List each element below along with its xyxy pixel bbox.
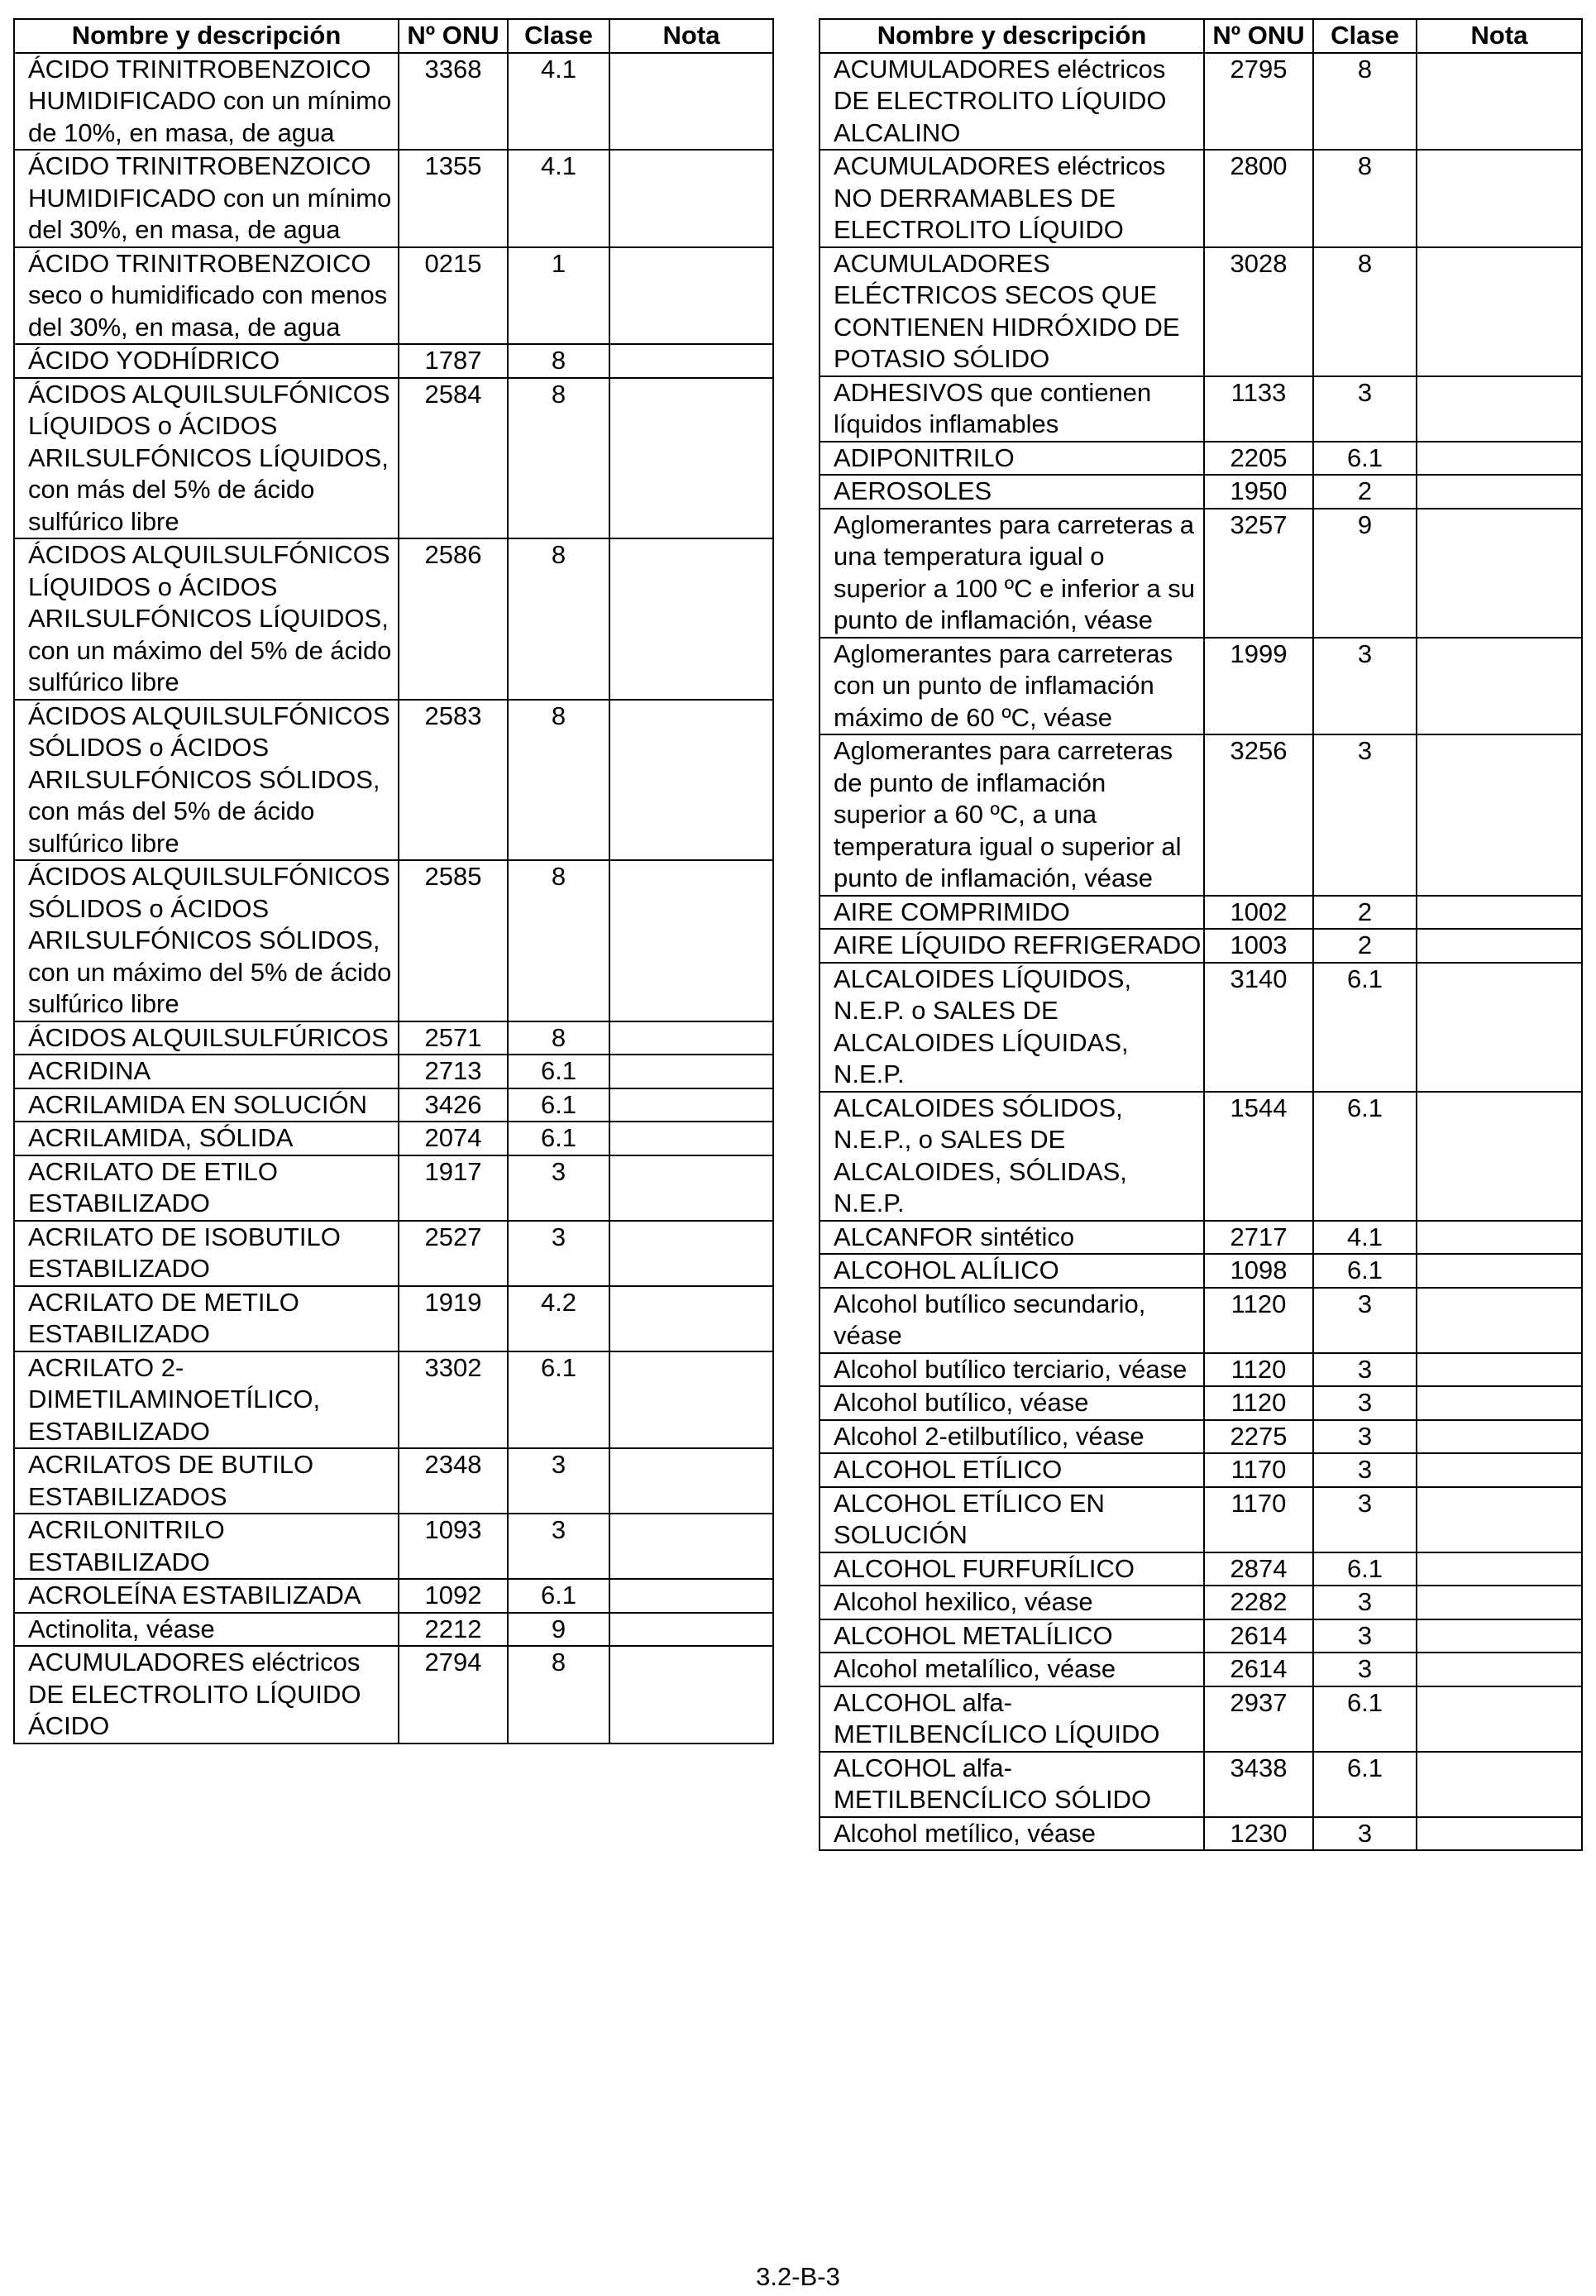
table-row [820,1552,1582,1586]
note-cell [1417,150,1582,247]
table-row [820,509,1582,638]
substance-name: ALCOHOL alfa-METILBENCÍLICO SÓLIDO [820,1752,1204,1817]
onu-number: 1919 [399,1286,508,1351]
table-row [820,150,1582,247]
table-row [14,538,773,700]
onu-number: 2585 [399,860,508,1021]
hazard-class: 3 [1313,1619,1417,1653]
hazard-class: 8 [1313,150,1417,247]
note-cell [1417,376,1582,442]
hazard-class: 4.1 [508,53,609,151]
onu-number: 3438 [1204,1752,1313,1817]
onu-number: 2583 [399,700,508,861]
onu-number: 2275 [1204,1420,1313,1454]
onu-number: 2571 [399,1021,508,1055]
note-cell [609,1613,773,1647]
substance-name: Aglomerantes para carreteras de punto de inflamación superior a 60 ºC, a una temperatura igual o superior al punto de inflamación, véase [820,734,1204,896]
note-cell [609,247,773,345]
table-row [14,1286,773,1351]
hazard-class: 4.1 [508,150,609,247]
table-row [820,929,1582,963]
note-cell [609,1122,773,1155]
note-cell [1417,509,1582,638]
header-class: Clase [1313,19,1417,53]
substance-name: ADIPONITRILO [820,442,1204,476]
note-cell [1417,475,1582,509]
substance-name: Aglomerantes para carreteras a una temperatura igual o superior a 100 ºC e inferior a su punto de inflamación, véase [820,509,1204,638]
substance-name: ALCOHOL METALÍLICO [820,1619,1204,1653]
table-row [14,344,773,378]
note-cell [609,1351,773,1449]
left-dangerous-goods-table [13,18,774,1744]
hazard-class: 6.1 [1313,963,1417,1092]
hazard-class: 3 [1313,1386,1417,1420]
substance-name: ÁCIDOS ALQUILSULFÓNICOS LÍQUIDOS o ÁCIDOS ARILSULFÓNICOS LÍQUIDOS, con un máximo del 5% de ácido sulfúrico libre [14,538,399,700]
note-cell [609,1579,773,1613]
onu-number: 2282 [1204,1586,1313,1619]
substance-name: Alcohol 2-etilbutílico, véase [820,1420,1204,1454]
substance-name: ÁCIDOS ALQUILSULFÓNICOS LÍQUIDOS o ÁCIDOS ARILSULFÓNICOS LÍQUIDOS, con más del 5% de ácido sulfúrico libre [14,378,399,539]
note-cell [1417,896,1582,930]
onu-number: 1355 [399,150,508,247]
onu-number: 2527 [399,1221,508,1286]
hazard-class: 2 [1313,475,1417,509]
onu-number: 1170 [1204,1453,1313,1487]
substance-name: Alcohol hexilico, véase [820,1586,1204,1619]
substance-name: ACUMULADORES eléctricos NO DERRAMABLES DE ELECTROLITO LÍQUIDO [820,150,1204,247]
note-cell [1417,1817,1582,1851]
onu-number: 1170 [1204,1487,1313,1552]
table-row [14,1579,773,1613]
table-row [14,1613,773,1647]
table-row [14,700,773,861]
hazard-class: 6.1 [1313,1686,1417,1752]
hazard-class: 3 [508,1448,609,1514]
onu-number: 2614 [1204,1653,1313,1686]
table-row [820,896,1582,930]
hazard-class: 3 [508,1221,609,1286]
note-cell [609,53,773,151]
substance-name: ACROLEÍNA ESTABILIZADA [14,1579,399,1613]
hazard-class: 8 [508,538,609,700]
note-cell [1417,442,1582,476]
header-note: Nota [609,19,773,53]
hazard-class: 2 [1313,929,1417,963]
header-onu-number: Nº ONU [399,19,508,53]
page-number: 3.2-B-3 [756,2262,840,2291]
note-cell [609,1221,773,1286]
hazard-class: 3 [508,1514,609,1579]
substance-name: Alcohol butílico, véase [820,1386,1204,1420]
hazard-class: 3 [1313,734,1417,896]
note-cell [609,1055,773,1088]
hazard-class: 4.2 [508,1286,609,1351]
note-cell [609,378,773,539]
onu-number: 1092 [399,1579,508,1613]
right-dangerous-goods-table [819,18,1583,1851]
note-cell [1417,53,1582,151]
note-cell [1417,1586,1582,1619]
right-table-body [820,53,1582,1851]
hazard-class: 4.1 [1313,1221,1417,1255]
table-row [820,963,1582,1092]
substance-name: ALCOHOL ALÍLICO [820,1254,1204,1288]
hazard-class: 6.1 [1313,1552,1417,1586]
table-row [14,860,773,1021]
table-row [820,1254,1582,1288]
note-cell [1417,734,1582,896]
substance-name: Alcohol butílico secundario, véase [820,1288,1204,1353]
note-cell [609,700,773,861]
onu-number: 3257 [1204,509,1313,638]
table-row [820,1092,1582,1221]
onu-number: 2074 [399,1122,508,1155]
substance-name: ÁCIDO YODHÍDRICO [14,344,399,378]
substance-name: ACRILATO DE METILO ESTABILIZADO [14,1286,399,1351]
substance-name: ALCANFOR sintético [820,1221,1204,1255]
table-row [14,1221,773,1286]
onu-number: 1950 [1204,475,1313,509]
hazard-class: 3 [508,1155,609,1221]
substance-name: AIRE COMPRIMIDO [820,896,1204,930]
onu-number: 3426 [399,1088,508,1122]
hazard-class: 6.1 [1313,1752,1417,1817]
note-cell [1417,1092,1582,1221]
onu-number: 2800 [1204,150,1313,247]
onu-number: 2205 [1204,442,1313,476]
substance-name: ÁCIDO TRINITROBENZOICO HUMIDIFICADO con un mínimo de 10%, en masa, de agua [14,53,399,151]
note-cell [609,1646,773,1744]
hazard-class: 6.1 [1313,442,1417,476]
substance-name: Aglomerantes para carreteras con un punto de inflamación máximo de 60 ºC, véase [820,638,1204,735]
onu-number: 1098 [1204,1254,1313,1288]
substance-name: ACUMULADORES ELÉCTRICOS SECOS QUE CONTIENEN HIDRÓXIDO DE POTASIO SÓLIDO [820,247,1204,376]
note-cell [609,1088,773,1122]
table-row [820,1619,1582,1653]
table-row [14,1351,773,1449]
onu-number: 2584 [399,378,508,539]
header-name: Nombre y descripción [14,19,399,53]
substance-name: ÁCIDOS ALQUILSULFÚRICOS [14,1021,399,1055]
substance-name: ÁCIDO TRINITROBENZOICO HUMIDIFICADO con un mínimo del 30%, en masa, de agua [14,150,399,247]
substance-name: ÁCIDOS ALQUILSULFÓNICOS SÓLIDOS o ÁCIDOS ARILSULFÓNICOS SÓLIDOS, con más del 5% de ácido sulfúrico libre [14,700,399,861]
table-header-row [14,19,773,53]
table-row [820,1420,1582,1454]
substance-name: ÁCIDO TRINITROBENZOICO seco o humidificado con menos del 30%, en masa, de agua [14,247,399,345]
onu-number: 2717 [1204,1221,1313,1255]
onu-number: 1230 [1204,1817,1313,1851]
substance-name: ACUMULADORES eléctricos DE ELECTROLITO LÍQUIDO ALCALINO [820,53,1204,151]
hazard-class: 3 [1313,1420,1417,1454]
table-row [820,638,1582,735]
onu-number: 1917 [399,1155,508,1221]
onu-number: 2348 [399,1448,508,1514]
hazard-class: 6.1 [508,1351,609,1449]
onu-number: 2937 [1204,1686,1313,1752]
table-row [820,1453,1582,1487]
onu-number: 1003 [1204,929,1313,963]
substance-name: ALCOHOL FURFURÍLICO [820,1552,1204,1586]
table-row [820,734,1582,896]
table-row [820,475,1582,509]
note-cell [1417,963,1582,1092]
note-cell [1417,1619,1582,1653]
table-row [820,1353,1582,1387]
table-row [14,150,773,247]
note-cell [609,538,773,700]
note-cell [1417,247,1582,376]
table-row [820,1288,1582,1353]
hazard-class: 6.1 [1313,1092,1417,1221]
note-cell [1417,1288,1582,1353]
note-cell [609,860,773,1021]
table-row [820,1386,1582,1420]
note-cell [1417,1386,1582,1420]
hazard-class: 9 [508,1613,609,1647]
table-row [14,1021,773,1055]
substance-name: Actinolita, véase [14,1613,399,1647]
table-row [820,442,1582,476]
table-row [14,1122,773,1155]
table-row [14,1448,773,1514]
table-header-row [820,19,1582,53]
note-cell [1417,929,1582,963]
note-cell [1417,1254,1582,1288]
substance-name: AIRE LÍQUIDO REFRIGERADO [820,929,1204,963]
hazard-class: 3 [1313,1487,1417,1552]
table-row [14,247,773,345]
note-cell [1417,1552,1582,1586]
onu-number: 2795 [1204,53,1313,151]
onu-number: 1544 [1204,1092,1313,1221]
substance-name: ALCOHOL ETÍLICO [820,1453,1204,1487]
hazard-class: 3 [1313,1817,1417,1851]
table-row [14,1514,773,1579]
onu-number: 1120 [1204,1288,1313,1353]
table-row [14,378,773,539]
table-row [14,1088,773,1122]
left-table-body [14,53,773,1744]
header-onu-number: Nº ONU [1204,19,1313,53]
header-name: Nombre y descripción [820,19,1204,53]
substance-name: ACUMULADORES eléctricos DE ELECTROLITO LÍQUIDO ÁCIDO [14,1646,399,1744]
substance-name: ALCOHOL alfa-METILBENCÍLICO LÍQUIDO [820,1686,1204,1752]
onu-number: 2874 [1204,1552,1313,1586]
table-row [820,1221,1582,1255]
substance-name: ALCALOIDES LÍQUIDOS, N.E.P. o SALES DE ALCALOIDES LÍQUIDAS, N.E.P. [820,963,1204,1092]
onu-number: 2713 [399,1055,508,1088]
table-row [14,53,773,151]
substance-name: ACRILAMIDA EN SOLUCIÓN [14,1088,399,1122]
note-cell [609,150,773,247]
hazard-class: 8 [508,700,609,861]
note-cell [1417,1420,1582,1454]
substance-name: Alcohol butílico terciario, véase [820,1353,1204,1387]
onu-number: 3302 [399,1351,508,1449]
note-cell [1417,1686,1582,1752]
hazard-class: 3 [1313,1653,1417,1686]
hazard-class: 3 [1313,1586,1417,1619]
hazard-class: 8 [508,1021,609,1055]
hazard-class: 3 [1313,1353,1417,1387]
note-cell [1417,1487,1582,1552]
hazard-class: 6.1 [508,1122,609,1155]
table-row [820,247,1582,376]
hazard-class: 8 [508,344,609,378]
substance-name: ACRILATO 2-DIMETILAMINOETÍLICO, ESTABILIZADO [14,1351,399,1449]
table-row [14,1646,773,1744]
table-row [820,1817,1582,1851]
onu-number: 2586 [399,538,508,700]
onu-number: 1002 [1204,896,1313,930]
note-cell [609,1286,773,1351]
note-cell [609,1155,773,1221]
table-row [820,1686,1582,1752]
hazard-class: 3 [1313,1453,1417,1487]
hazard-class: 9 [1313,509,1417,638]
onu-number: 0215 [399,247,508,345]
onu-number: 3368 [399,53,508,151]
onu-number: 3140 [1204,963,1313,1092]
substance-name: ALCALOIDES SÓLIDOS, N.E.P., o SALES DE ALCALOIDES, SÓLIDAS, N.E.P. [820,1092,1204,1221]
substance-name: ACRILATOS DE BUTILO ESTABILIZADOS [14,1448,399,1514]
substance-name: ACRILAMIDA, SÓLIDA [14,1122,399,1155]
hazard-class: 8 [1313,53,1417,151]
substance-name: AEROSOLES [820,475,1204,509]
hazard-class: 6.1 [1313,1254,1417,1288]
header-note: Nota [1417,19,1582,53]
substance-name: ACRIDINA [14,1055,399,1088]
note-cell [1417,1221,1582,1255]
table-row [820,1653,1582,1686]
substance-name: ALCOHOL ETÍLICO EN SOLUCIÓN [820,1487,1204,1552]
header-class: Clase [508,19,609,53]
table-row [820,1752,1582,1817]
hazard-class: 8 [508,1646,609,1744]
onu-number: 2212 [399,1613,508,1647]
substance-name: Alcohol metalílico, véase [820,1653,1204,1686]
hazard-class: 6.1 [508,1088,609,1122]
substance-name: ADHESIVOS que contienen líquidos inflamables [820,376,1204,442]
note-cell [1417,1353,1582,1387]
onu-number: 3256 [1204,734,1313,896]
onu-number: 1787 [399,344,508,378]
note-cell [1417,1653,1582,1686]
note-cell [1417,1453,1582,1487]
substance-name: ACRILATO DE ISOBUTILO ESTABILIZADO [14,1221,399,1286]
note-cell [609,1514,773,1579]
onu-number: 1133 [1204,376,1313,442]
hazard-class: 2 [1313,896,1417,930]
substance-name: ÁCIDOS ALQUILSULFÓNICOS SÓLIDOS o ÁCIDOS ARILSULFÓNICOS SÓLIDOS, con un máximo del 5% de ácido sulfúrico libre [14,860,399,1021]
hazard-class: 3 [1313,1288,1417,1353]
onu-number: 3028 [1204,247,1313,376]
table-row [820,53,1582,151]
note-cell [609,1021,773,1055]
table-row [820,1586,1582,1619]
hazard-class: 6.1 [508,1579,609,1613]
onu-number: 2614 [1204,1619,1313,1653]
note-cell [1417,1752,1582,1817]
table-row [14,1155,773,1221]
hazard-class: 8 [1313,247,1417,376]
note-cell [609,1448,773,1514]
onu-number: 1120 [1204,1353,1313,1387]
note-cell [609,344,773,378]
hazard-class: 1 [508,247,609,345]
onu-number: 2794 [399,1646,508,1744]
hazard-class: 3 [1313,376,1417,442]
hazard-class: 6.1 [508,1055,609,1088]
table-row [820,376,1582,442]
table-row [14,1055,773,1088]
table-row [820,1487,1582,1552]
substance-name: Alcohol metílico, véase [820,1817,1204,1851]
onu-number: 1093 [399,1514,508,1579]
onu-number: 1120 [1204,1386,1313,1420]
substance-name: ACRILATO DE ETILO ESTABILIZADO [14,1155,399,1221]
hazard-class: 8 [508,378,609,539]
note-cell [1417,638,1582,735]
onu-number: 1999 [1204,638,1313,735]
substance-name: ACRILONITRILO ESTABILIZADO [14,1514,399,1579]
hazard-class: 8 [508,860,609,1021]
hazard-class: 3 [1313,638,1417,735]
